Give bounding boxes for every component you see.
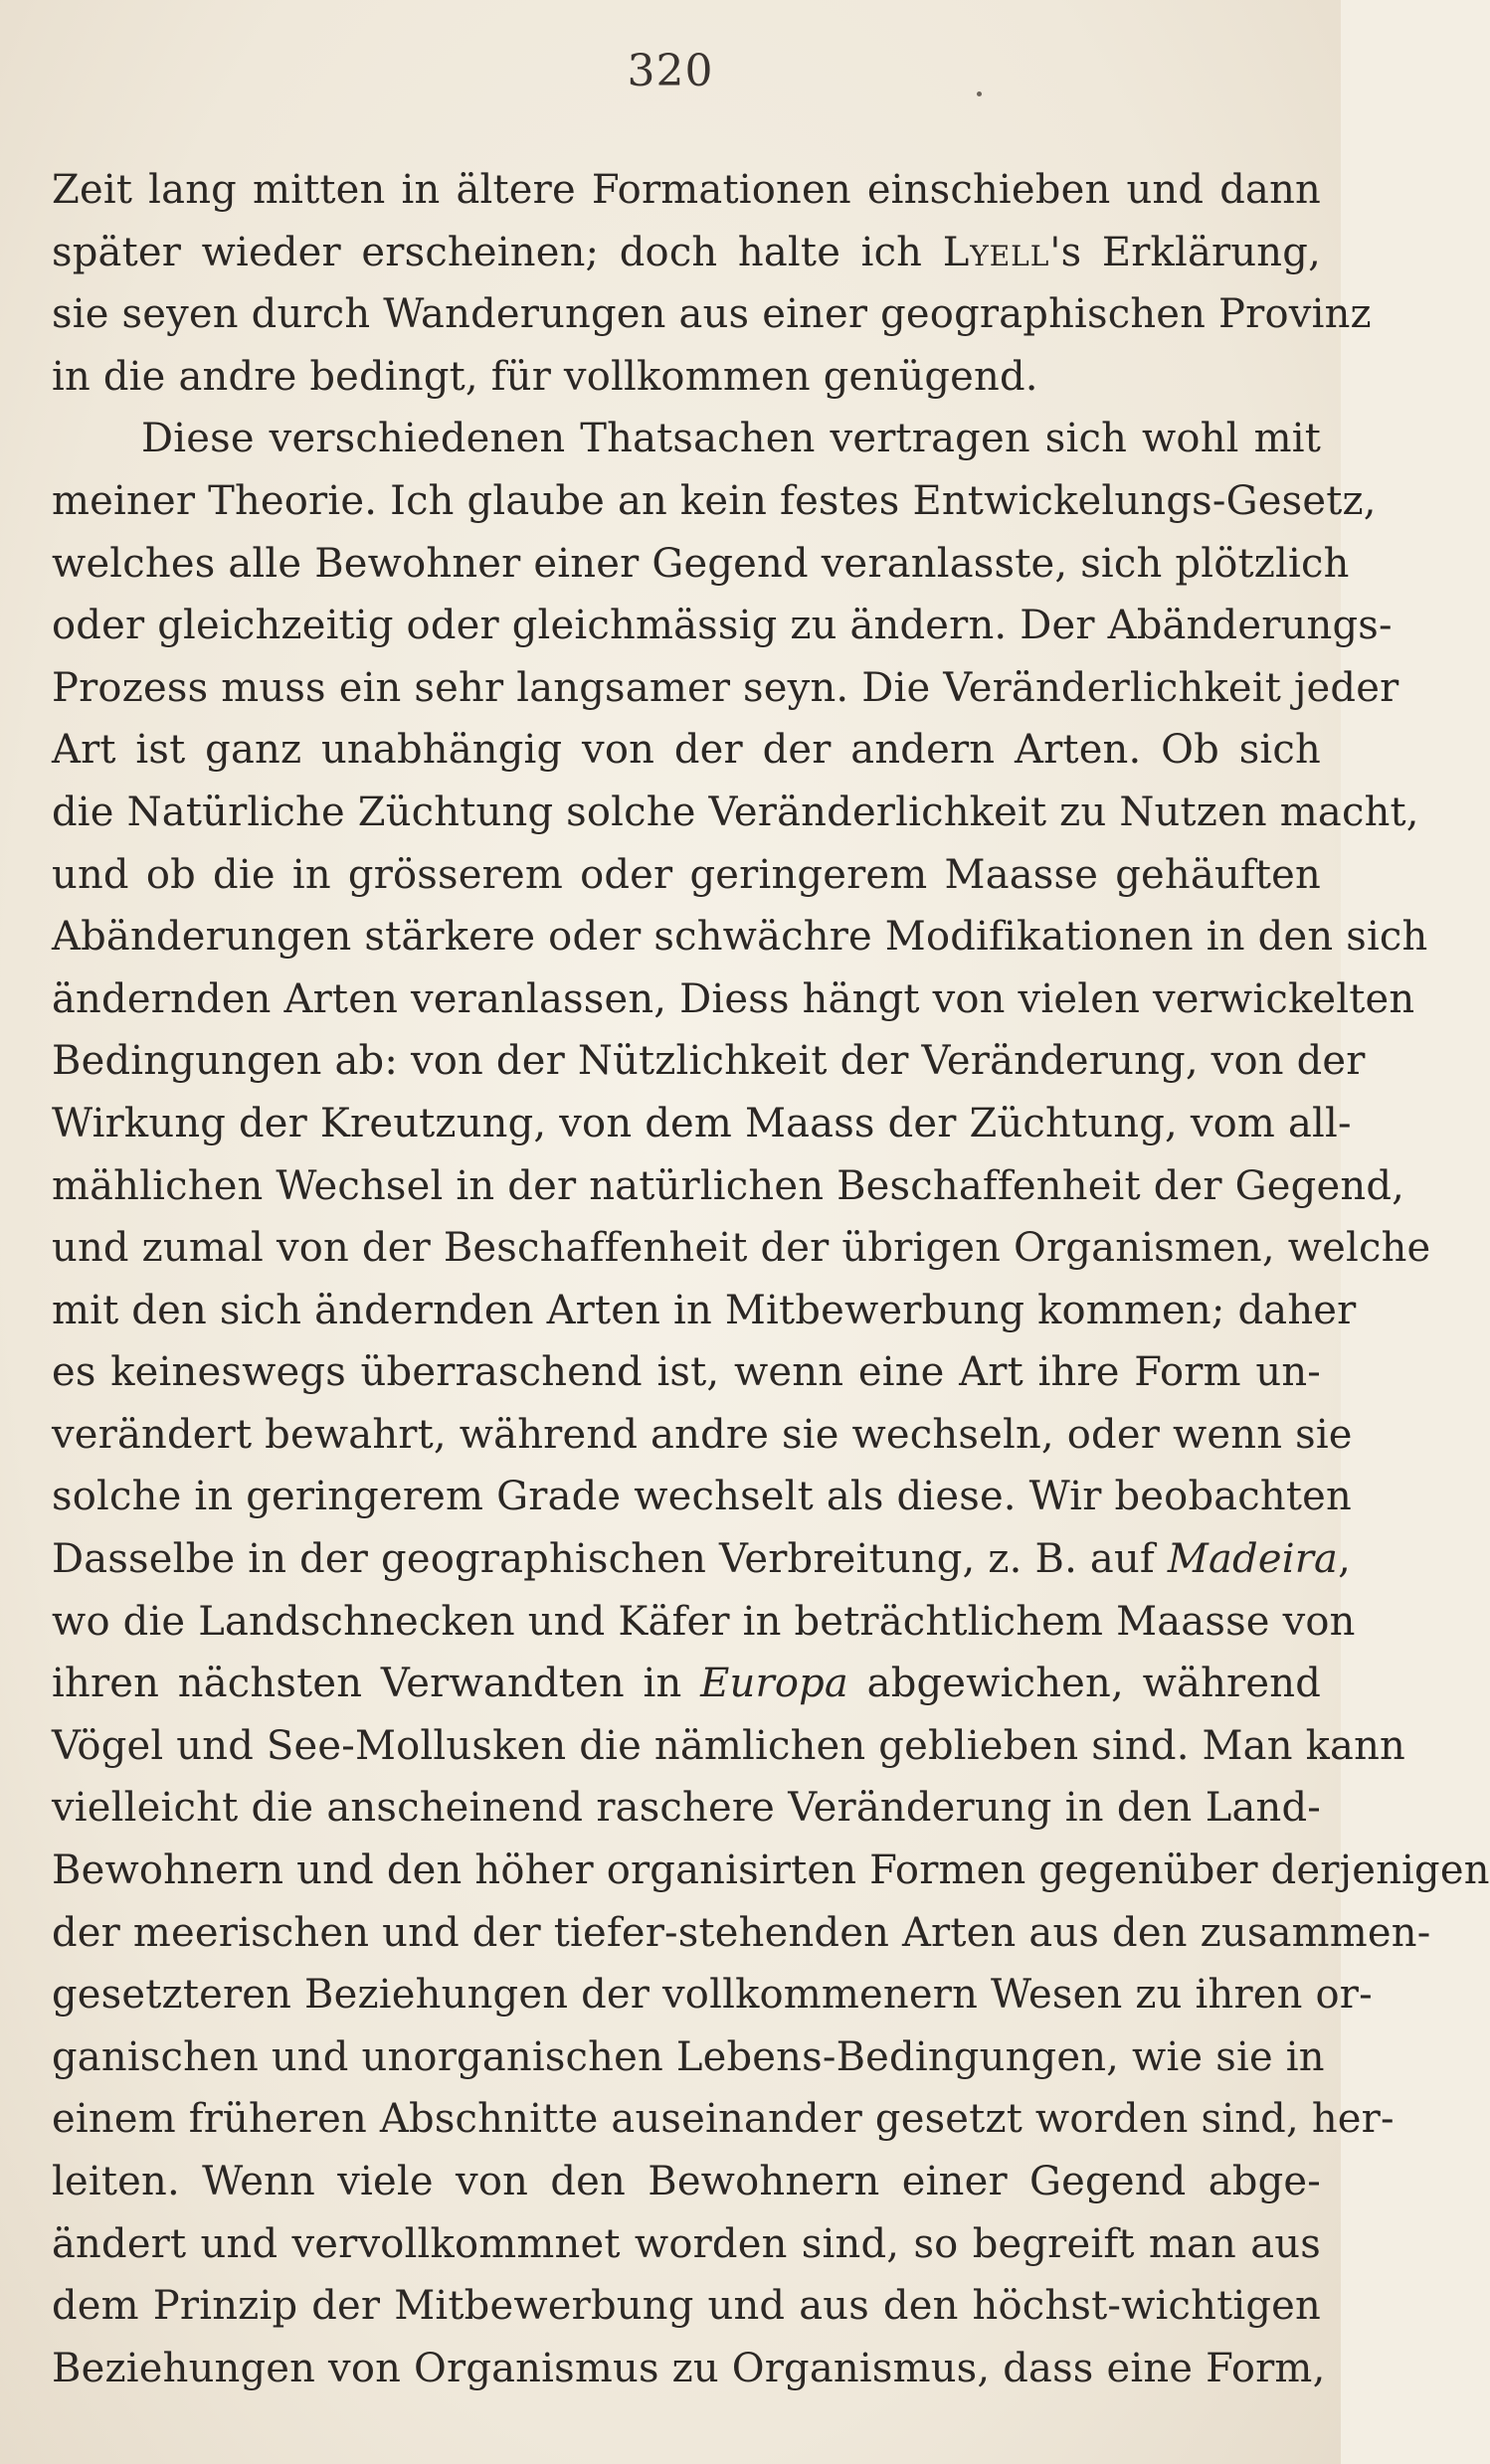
text-segment: und ob die in grösserem oder geringerem Maasse gehäuften: [52, 851, 1321, 898]
text-line: [52, 657, 1399, 720]
text-segment: einem früheren Abschnitte auseinander gesetzt worden sind, her-: [52, 2096, 1395, 2143]
text-segment: Zeit lang mitten in ältere Formationen einschieben und dann: [52, 167, 1321, 213]
text-segment: leiten. Wenn viele von den Bewohnern einer Gegend abge-: [52, 2159, 1321, 2204]
text-line: [52, 533, 1350, 596]
text-segment: Vögel und See-Mollusken die nämlichen geblieben sind. Man kann: [52, 1722, 1406, 1769]
text-segment: gesetzteren Beziehungen der vollkommenern Wesen zu ihren or-: [52, 1972, 1373, 2019]
text-line: [52, 968, 1415, 1031]
text-line: [52, 2338, 1326, 2400]
text-line: [52, 2151, 1321, 2213]
text-segment: mählichen Wechsel in der natürlichen Beschaffenheit der Gegend,: [52, 1162, 1405, 1209]
text-line: [52, 1155, 1405, 1218]
text-line: [52, 1653, 1321, 1715]
text-segment: Prozess muss ein sehr langsamer seyn. Die Veränderlichkeit jeder: [52, 664, 1399, 711]
text-segment: Beziehungen von Organismus zu Organismus, dass eine Form,: [52, 2345, 1326, 2391]
text-line: [52, 408, 1321, 470]
text-segment: ihren nächsten Verwandten in: [52, 1661, 701, 1707]
text-line: [52, 2088, 1395, 2151]
text-line: [52, 844, 1321, 907]
text-line: [52, 1404, 1353, 1467]
text-segment: solche in geringerem Grade wechselt als diese. Wir beobachten: [52, 1474, 1352, 1520]
text-line: [52, 1466, 1352, 1528]
text-segment: dem Prinzip der Mitbewerbung und aus den höchst-wichtigen: [52, 2283, 1321, 2330]
text-segment: ganischen und unorganischen Lebens-Bedingungen, wie sie in: [52, 2033, 1325, 2080]
text-line: [52, 782, 1419, 844]
text-line: [52, 1217, 1431, 1280]
text-segment: die Natürliche Züchtung solche Veränderlichkeit zu Nutzen macht,: [52, 789, 1419, 835]
text-line: [52, 1840, 1490, 1902]
text-segment: vielleicht die anscheinend raschere Veränderung in den Land-: [52, 1785, 1321, 1832]
text-segment: Abänderungen stärkere oder schwächre Modifikationen in den sich: [52, 914, 1428, 961]
text-segment: es keineswegs überraschend ist, wenn eine Art ihre Form un-: [52, 1349, 1321, 1396]
text-segment: ändernden Arten veranlassen, Diess hängt von vielen verwickelten: [52, 975, 1415, 1022]
text-line: [52, 470, 1377, 533]
text-segment: verändert bewahrt, während andre sie wechseln, oder wenn sie: [52, 1411, 1353, 1458]
page-number: 320: [627, 46, 714, 96]
text-segment: ändert und vervollkommnet worden sind, so begreift man aus: [52, 2220, 1321, 2267]
text-segment: mit den sich ändernden Arten in Mitbewerbung kommen; daher: [52, 1287, 1357, 1333]
text-line: [52, 222, 1321, 284]
text-segment: 's Erklärung,: [1049, 229, 1321, 275]
text-segment: meiner Theorie. Ich glaube an kein festes Entwickelungs-Gesetz,: [52, 477, 1377, 524]
text-line: [52, 1341, 1321, 1404]
text-segment: später wieder erscheinen; doch halte ich: [52, 229, 943, 275]
text-line: [52, 1715, 1406, 1778]
text-line: [52, 283, 1372, 346]
text-segment: und zumal von der Beschaffenheit der übrigen Organismen, welche: [52, 1225, 1431, 1272]
text-segment: Art ist ganz unabhängig von der der andern Arten. Ob sich: [52, 727, 1321, 774]
text-segment: in die andre bedingt, für vollkommen genügend.: [52, 353, 1038, 400]
text-line: [52, 1902, 1431, 1965]
text-line: [52, 719, 1321, 782]
text-line: [52, 346, 1321, 409]
text-segment: Dasselbe in der geographischen Verbreitung, z. B. auf: [52, 1536, 1168, 1583]
text-segment: Wirkung der Kreutzung, von dem Maass der Züchtung, vom all-: [52, 1100, 1352, 1146]
text-segment: Bewohnern und den höher organisirten Formen gegenüber derjenigen: [52, 1848, 1490, 1894]
text-line: [52, 1280, 1357, 1342]
text-line: [52, 2213, 1321, 2276]
text-segment: wo die Landschnecken und Käfer in beträchtlichem Maasse von: [52, 1598, 1356, 1645]
italic-text: Madeira: [1167, 1536, 1339, 1583]
text-segment: abgewichen, während: [847, 1661, 1321, 1707]
italic-text: Europa: [700, 1661, 848, 1707]
small-caps-text: Lyell: [942, 229, 1050, 275]
text-line: [52, 1093, 1352, 1155]
text-segment: der meerischen und der tiefer-stehenden Arten aus den zusammen-: [52, 1909, 1431, 1956]
text-line: [52, 595, 1393, 657]
body-text: [52, 159, 1490, 2399]
text-line: [52, 1528, 1352, 1591]
text-line: [52, 2026, 1325, 2089]
text-line: [52, 2275, 1321, 2338]
text-segment: Bedingungen ab: von der Nützlichkeit der Veränderung, von der: [52, 1038, 1366, 1085]
text-segment: oder gleichzeitig oder gleichmässig zu ändern. Der Abänderungs-: [52, 603, 1393, 649]
ink-speck: [977, 91, 982, 96]
text-line: [52, 1964, 1373, 2026]
text-line: [52, 906, 1428, 968]
text-line: [52, 1030, 1366, 1093]
text-segment: Diese verschiedenen Thatsachen vertragen sich wohl mit: [141, 416, 1321, 462]
text-line: [52, 1777, 1321, 1840]
text-line: [52, 1591, 1356, 1654]
text-segment: sie seyen durch Wanderungen aus einer geographischen Provinz: [52, 291, 1372, 338]
text-line: [52, 159, 1321, 222]
text-segment: ,: [1338, 1536, 1352, 1583]
text-segment: welches alle Bewohner einer Gegend veranlasste, sich plötzlich: [52, 540, 1350, 587]
